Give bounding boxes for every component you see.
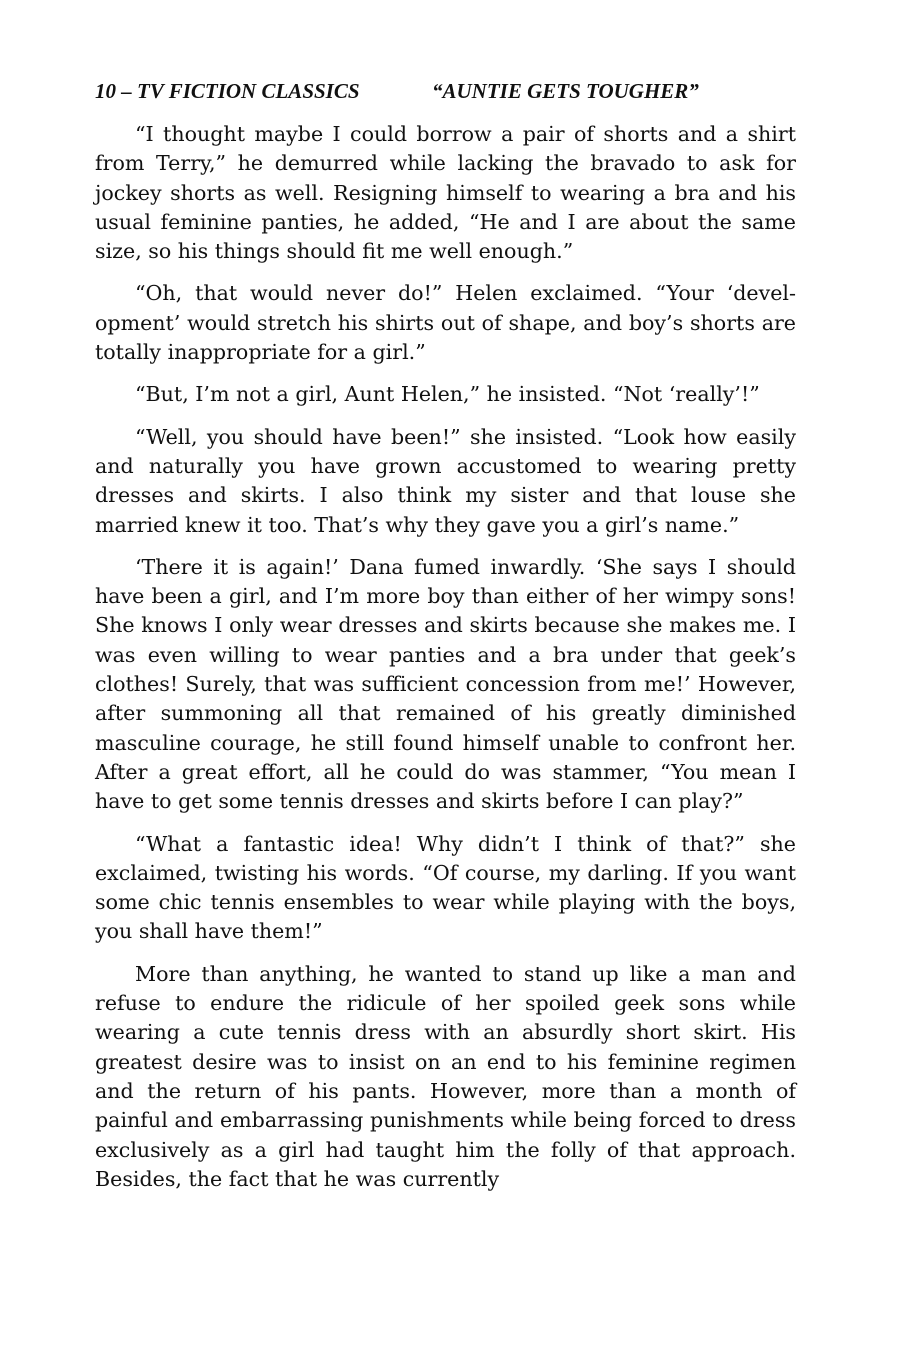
paragraph: More than anything, he wanted to stand up like a man and refuse to endure the ridicule of her spoiled geek sons while wearing a cute tennis dress with an absurdly short skirt. His greatest desire was to insist on an end to his feminine regimen and the return of his pants. However, more than a month of painful and embarrassing punishments while being forced to dress exclusively as a girl had taught him the folly of that approach. Besides, the fact that he was currently — [95, 961, 796, 1191]
paragraph: “I thought maybe I could borrow a pair of shorts and a shirt from Terry,” he demurred while lacking the bravado to ask for jockey shorts as well. Resigning himself to wearing a bra and his usual feminine panties, he added, “He and I are about the same size, so his things should fit me well enough.” — [95, 122, 796, 264]
body-text — [95, 120, 796, 1194]
page-number-label: 10 – TV FICTION CLASSICS — [95, 79, 360, 103]
paragraph: ‘There it is again!’ Dana fumed inwardly. ‘She says I should have been a girl, and I’m more boy than either of her wimpy sons! She knows I only wear dresses and skirts because she makes me. I was even willing to wear panties and a bra under that geek’s clothes! Surely, that was sufficient concession from me!’ However, after summoning all that remained of his greatly diminished masculine courage, he still found himself unable to confront her. After a great effort, all he could do was stammer, “You mean I have to get some tennis dresses and skirts before I can play?” — [95, 554, 796, 814]
paragraph: “But, I’m not a girl, Aunt Helen,” he insisted. “Not ‘really’!” — [135, 382, 760, 407]
chapter-title: “AUNTIE GETS TOUGHER” — [432, 79, 699, 103]
paragraph: “What a fantastic idea! Why didn’t I think of that?” she exclaimed, twisting his words. “Of course, my darling. If you want some chic tennis ensembles to wear while playing with the boys, you shall have them!” — [95, 831, 796, 944]
running-header — [95, 78, 796, 104]
paragraph: “Well, you should have been!” she insisted. “Look how easily and naturally you have grown accustomed to wearing pretty dresses and skirts. I also think my sister and that louse she married knew it too. That’s why they gave you a girl’s name.” — [95, 424, 796, 537]
paragraph: “Oh, that would never do!” Helen exclaimed. “Your ‘development’ would stretch his shirts out of shape, and boy’s shorts are totally inappropriate for a girl.” — [95, 281, 796, 365]
book-page — [95, 78, 796, 1207]
